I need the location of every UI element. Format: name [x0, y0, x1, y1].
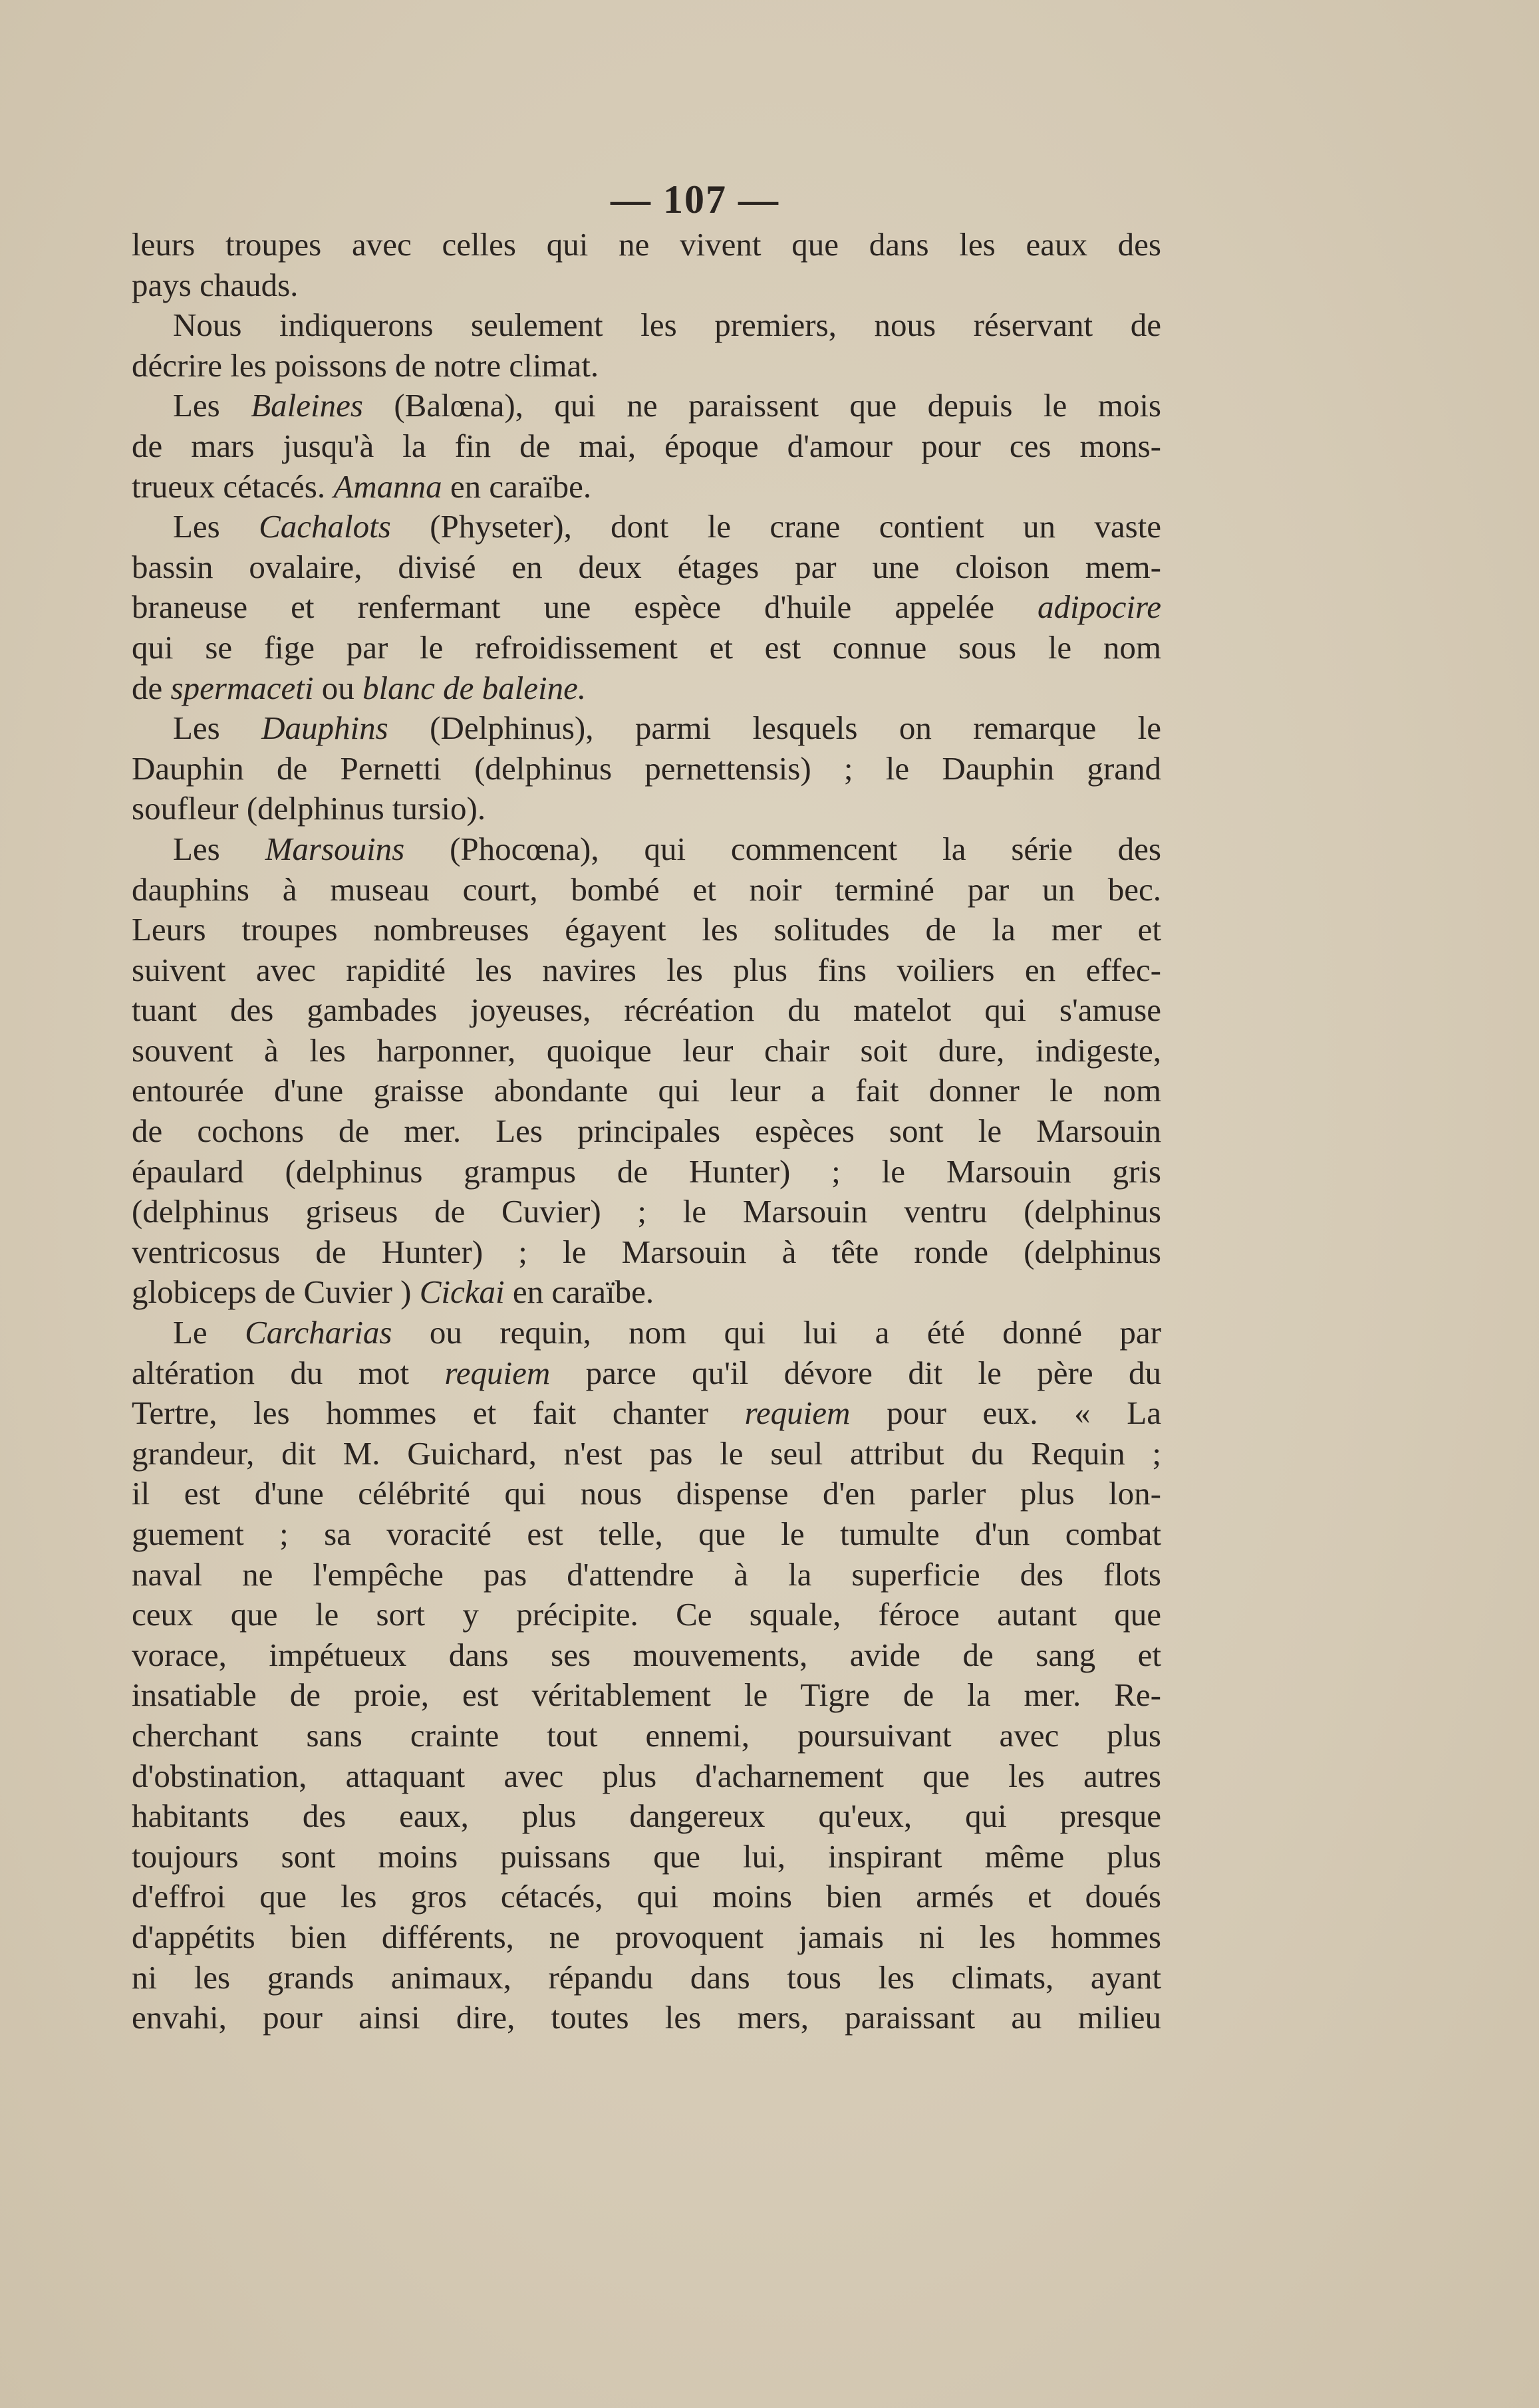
text-line: soufleur (delphinus tursio).: [132, 790, 486, 827]
text-line: épaulard (delphinus grampus de Hunter) ; le Marsouin gris: [132, 1152, 1161, 1190]
text-line: vorace, impétueux dans ses mouvements, avide de sang et: [132, 1636, 1161, 1673]
text-line: d'appétits bien différents, ne provoquent jamais ni les hommes: [132, 1918, 1161, 1955]
text-line: ni les grands animaux, répandu dans tous les climats, ayant: [132, 1958, 1161, 1996]
body-text: [132, 225, 1161, 2038]
text-line: altération du mot requiem parce qu'il dévore dit le père du: [132, 1354, 1161, 1391]
text-line: d'obstination, attaquant avec plus d'acharnement que les autres: [132, 1757, 1161, 1794]
text-line: Les Marsouins (Phocœna), qui commencent la série des: [173, 830, 1161, 867]
text-line: Tertre, les hommes et fait chanter requiem pour eux. « La: [132, 1395, 1161, 1432]
text-line: souvent à les harponner, quoique leur chair soit dure, indigeste,: [132, 1031, 1161, 1069]
text-line: dauphins à museau court, bombé et noir terminé par un bec.: [132, 870, 1161, 908]
text-line: décrire les poissons de notre climat.: [132, 346, 599, 384]
text-line: ceux que le sort y précipite. Ce squale, féroce autant que: [132, 1596, 1161, 1633]
text-line: habitants des eaux, plus dangereux qu'eux, qui presque: [132, 1798, 1161, 1835]
text-line: de spermaceti ou blanc de baleine.: [132, 669, 587, 706]
text-line: Leurs troupes nombreuses égayent les solitudes de la mer et: [132, 911, 1161, 948]
text-line: il est d'une célébrité qui nous dispense d'en parler plus lon-: [132, 1475, 1161, 1512]
text-line: de cochons de mer. Les principales espèces sont le Marsouin: [132, 1113, 1161, 1150]
text-line: envahi, pour ainsi dire, toutes les mers, paraissant au milieu: [132, 1999, 1161, 2036]
text-line: naval ne l'empêche pas d'attendre à la superficie des flots: [132, 1555, 1161, 1593]
text-line: trueux cétacés. Amanna en caraïbe.: [132, 468, 592, 505]
text-line: d'effroi que les gros cétacés, qui moins bien armés et doués: [132, 1878, 1161, 1915]
text-line: tuant des gambades joyeuses, récréation du matelot qui s'amuse: [132, 992, 1161, 1029]
text-line: insatiable de proie, est véritablement le Tigre de la mer. Re-: [132, 1676, 1161, 1714]
text-line: de mars jusqu'à la fin de mai, époque d'amour pour ces mons-: [132, 427, 1161, 464]
page-number: — 107 —: [611, 178, 779, 221]
text-line: Les Dauphins (Delphinus), parmi lesquels on remarque le: [173, 710, 1161, 747]
text-line: Les Baleines (Balœna), qui ne paraissent que depuis le mois: [173, 387, 1162, 424]
text-line: grandeur, dit M. Guichard, n'est pas le seul attribut du Requin ;: [132, 1434, 1161, 1472]
text-line: globiceps de Cuvier ) Cickai en caraïbe.: [132, 1273, 654, 1311]
text-line: braneuse et renfermant une espèce d'huile appelée adipocire: [132, 589, 1161, 626]
text-line: Les Cachalots (Physeter), dont le crane contient un vaste: [173, 508, 1161, 545]
text-line: toujours sont moins puissans que lui, inspirant même plus: [132, 1837, 1161, 1875]
text-line: entourée d'une graisse abondante qui leur a fait donner le nom: [132, 1072, 1161, 1109]
text-line: bassin ovalaire, divisé en deux étages par une cloison mem-: [132, 548, 1161, 585]
text-line: (delphinus griseus de Cuvier) ; le Marsouin ventru (delphinus: [132, 1193, 1161, 1230]
text-line: pays chauds.: [132, 266, 299, 303]
text-line: Nous indiquerons seulement les premiers, nous réservant de: [173, 307, 1161, 344]
text-line: guement ; sa voracité est telle, que le tumulte d'un combat: [132, 1516, 1161, 1552]
text-line: qui se fige par le refroidissement et est connue sous le nom: [132, 628, 1161, 666]
text-line: cherchant sans crainte tout ennemi, poursuivant avec plus: [132, 1716, 1161, 1754]
text-line: Dauphin de Pernetti (delphinus pernettensis) ; le Dauphin grand: [132, 749, 1161, 787]
text-line: Le Carcharias ou requin, nom qui lui a été donné par: [173, 1314, 1161, 1351]
text-line: leurs troupes avec celles qui ne vivent que dans les eaux des: [132, 226, 1161, 263]
text-line: ventricosus de Hunter) ; le Marsouin à tête ronde (delphinus: [132, 1233, 1161, 1270]
text-line: suivent avec rapidité les navires les plus fins voiliers en effec-: [132, 951, 1161, 988]
